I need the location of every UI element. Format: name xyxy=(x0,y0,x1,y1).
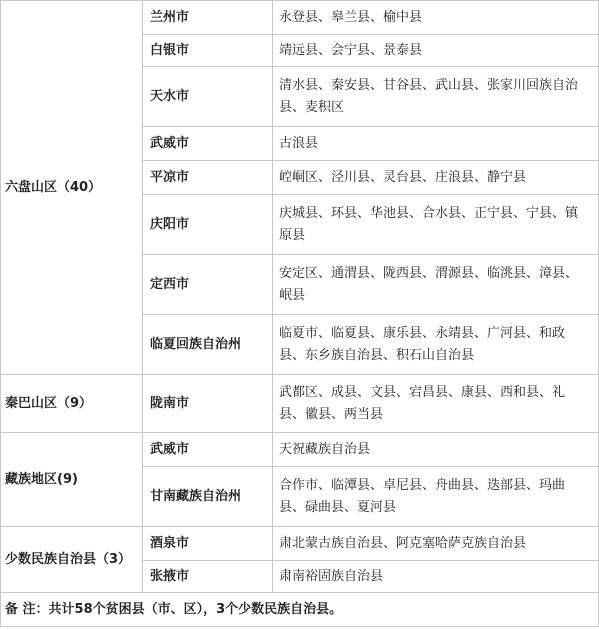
city-cell: 酒泉市 xyxy=(143,527,273,561)
counties-cell: 永登县、皋兰县、榆中县 xyxy=(273,1,599,35)
counties-cell: 安定区、通渭县、陇西县、渭源县、临洮县、漳县、岷县 xyxy=(273,255,599,315)
city-cell: 庆阳市 xyxy=(143,195,273,255)
counties-cell: 临夏市、临夏县、康乐县、永靖县、广河县、和政县、东乡族自治县、积石山自治县 xyxy=(273,315,599,375)
table-row xyxy=(1,1,599,35)
table-row xyxy=(1,433,599,467)
counties-cell: 肃南裕固族自治县 xyxy=(273,561,599,593)
region-cell: 秦巴山区（9） xyxy=(1,375,143,433)
city-cell: 兰州市 xyxy=(143,1,273,35)
city-cell: 张掖市 xyxy=(143,561,273,593)
city-cell: 白银市 xyxy=(143,35,273,67)
counties-cell: 武都区、成县、文县、宕昌县、康县、西和县、礼县、徽县、两当县 xyxy=(273,375,599,433)
counties-cell: 合作市、临潭县、卓尼县、舟曲县、迭部县、玛曲县、碌曲县、夏河县 xyxy=(273,467,599,527)
region-cell: 少数民族自治县（3） xyxy=(1,527,143,593)
city-cell: 平凉市 xyxy=(143,161,273,195)
city-cell: 临夏回族自治州 xyxy=(143,315,273,375)
table-row xyxy=(1,593,599,627)
city-cell: 陇南市 xyxy=(143,375,273,433)
city-cell: 天水市 xyxy=(143,67,273,127)
counties-cell: 天祝藏族自治县 xyxy=(273,433,599,467)
counties-cell: 清水县、秦安县、甘谷县、武山县、张家川回族自治县、麦积区 xyxy=(273,67,599,127)
city-cell: 武威市 xyxy=(143,127,273,161)
counties-cell: 靖远县、会宁县、景泰县 xyxy=(273,35,599,67)
counties-cell: 肃北蒙古族自治县、阿克塞哈萨克族自治县 xyxy=(273,527,599,561)
city-cell: 甘南藏族自治州 xyxy=(143,467,273,527)
counties-cell: 崆峒区、泾川县、灵台县、庄浪县、静宁县 xyxy=(273,161,599,195)
region-cell: 六盘山区（40） xyxy=(1,1,143,375)
table-row xyxy=(1,375,599,433)
region-cell: 藏族地区(9) xyxy=(1,433,143,527)
table-row xyxy=(1,527,599,561)
city-cell: 武威市 xyxy=(143,433,273,467)
counties-cell: 庆城县、环县、华池县、合水县、正宁县、宁县、镇原县 xyxy=(273,195,599,255)
table-note: 备 注：共计58个贫困县（市、区），3个少数民族自治县。 xyxy=(1,593,599,627)
counties-cell: 古浪县 xyxy=(273,127,599,161)
city-cell: 定西市 xyxy=(143,255,273,315)
